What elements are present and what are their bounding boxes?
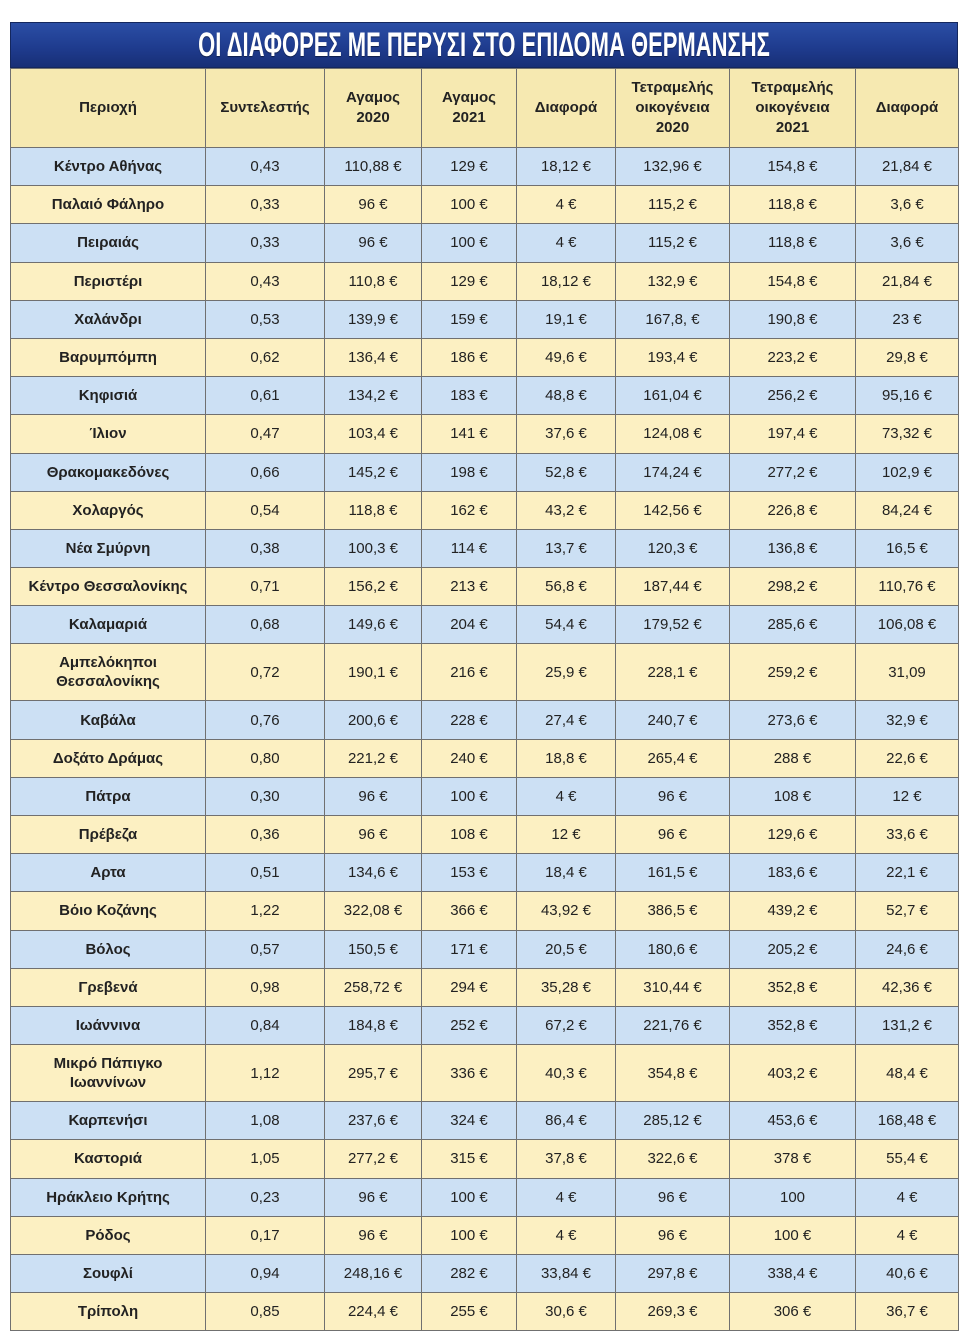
cell-family-difference: 40,6 € — [856, 1254, 959, 1292]
cell-region: Βόλος — [11, 930, 206, 968]
cell-family-2021: 439,2 € — [730, 892, 856, 930]
cell-region: Αμπελόκηποι Θεσσαλονίκης — [11, 644, 206, 701]
table-row — [11, 968, 959, 1006]
table-row — [11, 529, 959, 567]
cell-single-difference: 40,3 € — [517, 1045, 616, 1102]
cell-family-2020: 228,1 € — [616, 644, 730, 701]
cell-family-2020: 285,12 € — [616, 1102, 730, 1140]
cell-family-difference: 55,4 € — [856, 1140, 959, 1178]
table-row — [11, 338, 959, 376]
cell-single-2020: 96 € — [325, 816, 422, 854]
cell-region: Ηράκλειο Κρήτης — [11, 1178, 206, 1216]
cell-single-difference: 25,9 € — [517, 644, 616, 701]
cell-coefficient: 0,71 — [206, 568, 325, 606]
cell-family-difference: 32,9 € — [856, 701, 959, 739]
cell-single-difference: 12 € — [517, 816, 616, 854]
cell-region: Νέα Σμύρνη — [11, 529, 206, 567]
table-title: ΟΙ ΔΙΑΦΟΡΕΣ ΜΕ ΠΕΡΥΣΙ ΣΤΟ ΕΠΙΔΟΜΑ ΘΕΡΜΑΝΣΗΣ — [198, 26, 770, 64]
cell-family-2020: 354,8 € — [616, 1045, 730, 1102]
cell-single-2020: 134,2 € — [325, 377, 422, 415]
cell-coefficient: 0,66 — [206, 453, 325, 491]
cell-single-2021: 159 € — [422, 300, 517, 338]
cell-family-2021: 273,6 € — [730, 701, 856, 739]
cell-single-2021: 129 € — [422, 148, 517, 186]
cell-single-2020: 110,88 € — [325, 148, 422, 186]
cell-family-difference: 73,32 € — [856, 415, 959, 453]
header-row — [11, 69, 959, 148]
cell-family-2021: 190,8 € — [730, 300, 856, 338]
cell-region: Δοξάτο Δράμας — [11, 739, 206, 777]
cell-family-difference: 110,76 € — [856, 568, 959, 606]
cell-family-2021: 129,6 € — [730, 816, 856, 854]
cell-coefficient: 0,47 — [206, 415, 325, 453]
cell-family-difference: 52,7 € — [856, 892, 959, 930]
cell-family-difference: 4 € — [856, 1216, 959, 1254]
cell-family-difference: 84,24 € — [856, 491, 959, 529]
cell-family-2021: 288 € — [730, 739, 856, 777]
table-row — [11, 1178, 959, 1216]
cell-single-2021: 100 € — [422, 1216, 517, 1254]
cell-family-difference: 95,16 € — [856, 377, 959, 415]
cell-family-2021: 100 € — [730, 1216, 856, 1254]
cell-family-2020: 221,76 € — [616, 1006, 730, 1044]
cell-family-2021: 378 € — [730, 1140, 856, 1178]
table-row — [11, 606, 959, 644]
cell-family-difference: 168,48 € — [856, 1102, 959, 1140]
cell-region: Θρακομακεδόνες — [11, 453, 206, 491]
header-family-2020: Τετραμελής οικογένεια 2020 — [616, 69, 730, 148]
table-row — [11, 224, 959, 262]
cell-coefficient: 0,98 — [206, 968, 325, 1006]
cell-coefficient: 0,38 — [206, 529, 325, 567]
cell-family-2020: 115,2 € — [616, 224, 730, 262]
cell-coefficient: 0,84 — [206, 1006, 325, 1044]
cell-family-difference: 21,84 € — [856, 148, 959, 186]
cell-family-2020: 96 € — [616, 816, 730, 854]
table-row — [11, 186, 959, 224]
cell-single-difference: 18,12 € — [517, 262, 616, 300]
table-row — [11, 1140, 959, 1178]
cell-family-2021: 298,2 € — [730, 568, 856, 606]
heating-allowance-table-graphic — [10, 22, 958, 1331]
cell-single-2021: 100 € — [422, 777, 517, 815]
cell-family-2021: 453,6 € — [730, 1102, 856, 1140]
cell-region: Κέντρο Θεσσαλονίκης — [11, 568, 206, 606]
cell-single-2020: 156,2 € — [325, 568, 422, 606]
cell-family-2021: 277,2 € — [730, 453, 856, 491]
table-row — [11, 1293, 959, 1331]
cell-single-2020: 224,4 € — [325, 1293, 422, 1331]
cell-single-difference: 18,8 € — [517, 739, 616, 777]
cell-single-2021: 282 € — [422, 1254, 517, 1292]
cell-single-2021: 171 € — [422, 930, 517, 968]
cell-single-2020: 149,6 € — [325, 606, 422, 644]
cell-coefficient: 0,53 — [206, 300, 325, 338]
cell-coefficient: 1,05 — [206, 1140, 325, 1178]
table-row — [11, 148, 959, 186]
cell-single-2021: 162 € — [422, 491, 517, 529]
cell-family-2020: 180,6 € — [616, 930, 730, 968]
cell-single-2021: 100 € — [422, 1178, 517, 1216]
header-coefficient: Συντελεστής — [206, 69, 325, 148]
cell-region: Χαλάνδρι — [11, 300, 206, 338]
cell-region: Περιστέρι — [11, 262, 206, 300]
cell-family-2021: 154,8 € — [730, 262, 856, 300]
cell-single-2021: 153 € — [422, 854, 517, 892]
cell-family-2021: 118,8 € — [730, 186, 856, 224]
cell-single-2021: 324 € — [422, 1102, 517, 1140]
cell-single-2021: 366 € — [422, 892, 517, 930]
cell-family-difference: 31,09 — [856, 644, 959, 701]
cell-single-difference: 49,6 € — [517, 338, 616, 376]
table-row — [11, 777, 959, 815]
cell-single-2020: 134,6 € — [325, 854, 422, 892]
cell-family-2020: 322,6 € — [616, 1140, 730, 1178]
cell-region: Ιωάννινα — [11, 1006, 206, 1044]
cell-coefficient: 0,23 — [206, 1178, 325, 1216]
cell-coefficient: 0,68 — [206, 606, 325, 644]
cell-coefficient: 0,54 — [206, 491, 325, 529]
cell-single-difference: 27,4 € — [517, 701, 616, 739]
cell-single-2020: 221,2 € — [325, 739, 422, 777]
cell-family-difference: 102,9 € — [856, 453, 959, 491]
cell-family-2021: 183,6 € — [730, 854, 856, 892]
cell-region: Κέντρο Αθήνας — [11, 148, 206, 186]
cell-coefficient: 0,57 — [206, 930, 325, 968]
cell-single-difference: 4 € — [517, 1216, 616, 1254]
cell-region: Ρόδος — [11, 1216, 206, 1254]
cell-region: Αρτα — [11, 854, 206, 892]
cell-coefficient: 0,85 — [206, 1293, 325, 1331]
cell-family-2021: 338,4 € — [730, 1254, 856, 1292]
cell-single-2021: 336 € — [422, 1045, 517, 1102]
cell-single-difference: 48,8 € — [517, 377, 616, 415]
cell-single-difference: 67,2 € — [517, 1006, 616, 1044]
table-row — [11, 930, 959, 968]
cell-family-difference: 106,08 € — [856, 606, 959, 644]
cell-single-2021: 240 € — [422, 739, 517, 777]
cell-coefficient: 0,43 — [206, 148, 325, 186]
cell-family-difference: 48,4 € — [856, 1045, 959, 1102]
cell-family-difference: 36,7 € — [856, 1293, 959, 1331]
header-single-2020: Αγαμος 2020 — [325, 69, 422, 148]
cell-single-2021: 100 € — [422, 224, 517, 262]
cell-family-2020: 167,8, € — [616, 300, 730, 338]
cell-family-2020: 161,5 € — [616, 854, 730, 892]
cell-family-2020: 142,56 € — [616, 491, 730, 529]
title-bar — [10, 22, 958, 68]
cell-family-difference: 23 € — [856, 300, 959, 338]
table-row — [11, 1254, 959, 1292]
cell-single-2021: 294 € — [422, 968, 517, 1006]
cell-family-difference: 4 € — [856, 1178, 959, 1216]
cell-family-2020: 132,96 € — [616, 148, 730, 186]
cell-single-difference: 18,4 € — [517, 854, 616, 892]
cell-family-difference: 21,84 € — [856, 262, 959, 300]
cell-region: Καβάλα — [11, 701, 206, 739]
table-row — [11, 453, 959, 491]
cell-single-2020: 258,72 € — [325, 968, 422, 1006]
cell-single-2020: 150,5 € — [325, 930, 422, 968]
cell-single-2020: 200,6 € — [325, 701, 422, 739]
cell-single-2021: 114 € — [422, 529, 517, 567]
cell-single-2020: 190,1 € — [325, 644, 422, 701]
cell-single-2020: 96 € — [325, 1216, 422, 1254]
table-row — [11, 854, 959, 892]
cell-family-2021: 154,8 € — [730, 148, 856, 186]
cell-region: Κηφισιά — [11, 377, 206, 415]
table-row — [11, 892, 959, 930]
cell-single-2020: 184,8 € — [325, 1006, 422, 1044]
cell-family-2021: 403,2 € — [730, 1045, 856, 1102]
cell-region: Μικρό Πάπιγκο Ιωαννίνων — [11, 1045, 206, 1102]
cell-family-2021: 226,8 € — [730, 491, 856, 529]
cell-family-2020: 265,4 € — [616, 739, 730, 777]
cell-single-difference: 4 € — [517, 186, 616, 224]
cell-region: Πρέβεζα — [11, 816, 206, 854]
table-row — [11, 739, 959, 777]
cell-single-2020: 118,8 € — [325, 491, 422, 529]
cell-single-difference: 43,92 € — [517, 892, 616, 930]
cell-single-2021: 129 € — [422, 262, 517, 300]
cell-family-difference: 3,6 € — [856, 186, 959, 224]
cell-coefficient: 0,33 — [206, 186, 325, 224]
table-row — [11, 1216, 959, 1254]
cell-single-difference: 43,2 € — [517, 491, 616, 529]
cell-single-2020: 248,16 € — [325, 1254, 422, 1292]
cell-coefficient: 0,36 — [206, 816, 325, 854]
cell-single-difference: 33,84 € — [517, 1254, 616, 1292]
cell-family-2021: 352,8 € — [730, 968, 856, 1006]
cell-family-2020: 179,52 € — [616, 606, 730, 644]
cell-single-2021: 228 € — [422, 701, 517, 739]
cell-family-2021: 352,8 € — [730, 1006, 856, 1044]
cell-family-difference: 131,2 € — [856, 1006, 959, 1044]
cell-family-2021: 285,6 € — [730, 606, 856, 644]
cell-single-difference: 56,8 € — [517, 568, 616, 606]
cell-family-difference: 42,36 € — [856, 968, 959, 1006]
cell-family-2020: 132,9 € — [616, 262, 730, 300]
cell-single-2021: 183 € — [422, 377, 517, 415]
cell-region: Καρπενήσι — [11, 1102, 206, 1140]
header-family-2021: Τετραμελής οικογένεια 2021 — [730, 69, 856, 148]
cell-single-difference: 54,4 € — [517, 606, 616, 644]
cell-single-2021: 255 € — [422, 1293, 517, 1331]
cell-family-difference: 22,6 € — [856, 739, 959, 777]
cell-coefficient: 0,76 — [206, 701, 325, 739]
cell-family-2021: 306 € — [730, 1293, 856, 1331]
cell-single-difference: 4 € — [517, 1178, 616, 1216]
table-row — [11, 1102, 959, 1140]
cell-coefficient: 0,61 — [206, 377, 325, 415]
cell-single-2020: 96 € — [325, 1178, 422, 1216]
cell-region: Πειραιάς — [11, 224, 206, 262]
cell-single-difference: 37,6 € — [517, 415, 616, 453]
cell-family-2021: 118,8 € — [730, 224, 856, 262]
table-row — [11, 816, 959, 854]
cell-single-2021: 141 € — [422, 415, 517, 453]
cell-region: Βαρυμπόμπη — [11, 338, 206, 376]
cell-coefficient: 1,08 — [206, 1102, 325, 1140]
cell-single-2020: 139,9 € — [325, 300, 422, 338]
cell-single-2021: 204 € — [422, 606, 517, 644]
table-row — [11, 1045, 959, 1102]
cell-coefficient: 0,43 — [206, 262, 325, 300]
cell-single-2021: 315 € — [422, 1140, 517, 1178]
cell-single-difference: 37,8 € — [517, 1140, 616, 1178]
cell-family-2020: 269,3 € — [616, 1293, 730, 1331]
cell-coefficient: 0,51 — [206, 854, 325, 892]
cell-single-2020: 237,6 € — [325, 1102, 422, 1140]
table-row — [11, 568, 959, 606]
cell-family-difference: 3,6 € — [856, 224, 959, 262]
cell-single-difference: 52,8 € — [517, 453, 616, 491]
cell-single-2020: 100,3 € — [325, 529, 422, 567]
cell-region: Τρίπολη — [11, 1293, 206, 1331]
cell-region: Πάτρα — [11, 777, 206, 815]
cell-single-2020: 96 € — [325, 777, 422, 815]
cell-region: Χολαργός — [11, 491, 206, 529]
cell-single-difference: 13,7 € — [517, 529, 616, 567]
cell-family-2021: 205,2 € — [730, 930, 856, 968]
table-row — [11, 491, 959, 529]
cell-coefficient: 1,22 — [206, 892, 325, 930]
data-table — [10, 68, 959, 1331]
cell-single-2021: 108 € — [422, 816, 517, 854]
cell-single-2020: 96 € — [325, 224, 422, 262]
cell-family-2020: 297,8 € — [616, 1254, 730, 1292]
cell-family-2020: 96 € — [616, 777, 730, 815]
cell-family-difference: 22,1 € — [856, 854, 959, 892]
cell-family-difference: 33,6 € — [856, 816, 959, 854]
cell-family-2021: 223,2 € — [730, 338, 856, 376]
table-row — [11, 377, 959, 415]
cell-family-difference: 12 € — [856, 777, 959, 815]
cell-family-difference: 29,8 € — [856, 338, 959, 376]
cell-single-difference: 35,28 € — [517, 968, 616, 1006]
cell-family-2020: 386,5 € — [616, 892, 730, 930]
cell-single-2020: 145,2 € — [325, 453, 422, 491]
cell-family-2020: 96 € — [616, 1216, 730, 1254]
cell-single-2021: 216 € — [422, 644, 517, 701]
cell-single-2020: 322,08 € — [325, 892, 422, 930]
cell-single-difference: 18,12 € — [517, 148, 616, 186]
cell-single-2021: 198 € — [422, 453, 517, 491]
cell-single-2020: 96 € — [325, 186, 422, 224]
cell-region: Γρεβενά — [11, 968, 206, 1006]
cell-coefficient: 0,94 — [206, 1254, 325, 1292]
cell-single-difference: 19,1 € — [517, 300, 616, 338]
table-row — [11, 262, 959, 300]
cell-single-2021: 186 € — [422, 338, 517, 376]
cell-coefficient: 0,62 — [206, 338, 325, 376]
cell-single-2020: 103,4 € — [325, 415, 422, 453]
cell-coefficient: 0,17 — [206, 1216, 325, 1254]
header-region: Περιοχή — [11, 69, 206, 148]
cell-single-2021: 252 € — [422, 1006, 517, 1044]
cell-family-2020: 115,2 € — [616, 186, 730, 224]
cell-region: Σουφλί — [11, 1254, 206, 1292]
cell-region: Καστοριά — [11, 1140, 206, 1178]
cell-family-2020: 240,7 € — [616, 701, 730, 739]
cell-coefficient: 1,12 — [206, 1045, 325, 1102]
cell-region: Καλαμαριά — [11, 606, 206, 644]
cell-single-difference: 4 € — [517, 224, 616, 262]
cell-single-2021: 213 € — [422, 568, 517, 606]
header-family-difference: Διαφορά — [856, 69, 959, 148]
table-row — [11, 701, 959, 739]
cell-single-difference: 86,4 € — [517, 1102, 616, 1140]
cell-coefficient: 0,33 — [206, 224, 325, 262]
cell-family-2020: 187,44 € — [616, 568, 730, 606]
cell-family-2021: 100 — [730, 1178, 856, 1216]
table-row — [11, 300, 959, 338]
cell-single-2020: 136,4 € — [325, 338, 422, 376]
cell-family-2021: 197,4 € — [730, 415, 856, 453]
cell-coefficient: 0,80 — [206, 739, 325, 777]
cell-family-2020: 120,3 € — [616, 529, 730, 567]
cell-family-2021: 259,2 € — [730, 644, 856, 701]
cell-family-2020: 174,24 € — [616, 453, 730, 491]
cell-region: Παλαιό Φάληρο — [11, 186, 206, 224]
cell-family-2020: 124,08 € — [616, 415, 730, 453]
header-single-2021: Αγαμος 2021 — [422, 69, 517, 148]
cell-family-2020: 193,4 € — [616, 338, 730, 376]
cell-coefficient: 0,30 — [206, 777, 325, 815]
table-row — [11, 1006, 959, 1044]
cell-single-difference: 30,6 € — [517, 1293, 616, 1331]
table-row — [11, 644, 959, 701]
cell-single-difference: 4 € — [517, 777, 616, 815]
table-row — [11, 415, 959, 453]
cell-family-2020: 96 € — [616, 1178, 730, 1216]
cell-single-2020: 110,8 € — [325, 262, 422, 300]
cell-single-2020: 277,2 € — [325, 1140, 422, 1178]
cell-single-2020: 295,7 € — [325, 1045, 422, 1102]
cell-region: Ίλιον — [11, 415, 206, 453]
cell-region: Βόιο Κοζάνης — [11, 892, 206, 930]
cell-family-2020: 310,44 € — [616, 968, 730, 1006]
cell-family-2021: 256,2 € — [730, 377, 856, 415]
header-single-difference: Διαφορά — [517, 69, 616, 148]
cell-family-2021: 136,8 € — [730, 529, 856, 567]
cell-family-difference: 24,6 € — [856, 930, 959, 968]
cell-coefficient: 0,72 — [206, 644, 325, 701]
cell-single-2021: 100 € — [422, 186, 517, 224]
cell-family-2021: 108 € — [730, 777, 856, 815]
cell-single-difference: 20,5 € — [517, 930, 616, 968]
cell-family-difference: 16,5 € — [856, 529, 959, 567]
cell-family-2020: 161,04 € — [616, 377, 730, 415]
